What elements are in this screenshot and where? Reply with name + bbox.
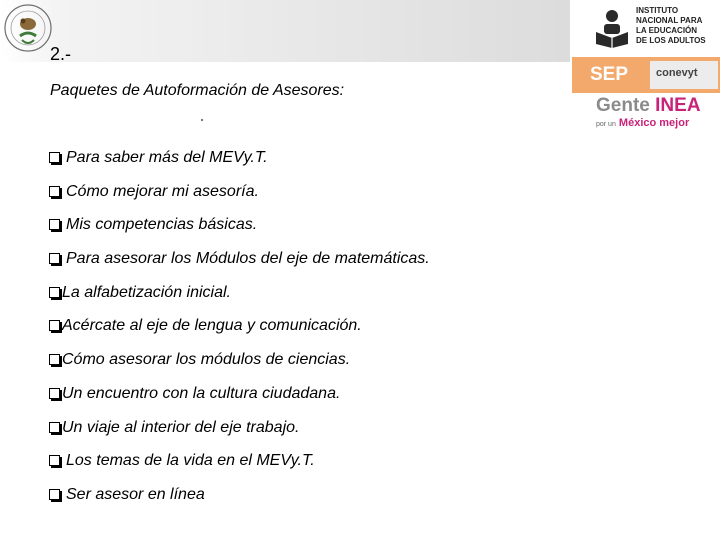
list-item-text: Mis competencias básicas.	[66, 216, 258, 234]
list-item	[49, 148, 430, 182]
list-item	[49, 485, 430, 519]
gente-inea-slogan	[596, 117, 689, 129]
list-item-text: La alfabetización inicial.	[62, 283, 231, 301]
list-item-text: Cómo mejorar mi asesoría.	[66, 182, 259, 200]
inea-line: LA EDUCACIÓN	[636, 26, 698, 35]
list-item-text: Para asesorar los Módulos del eje de matemáticas.	[66, 250, 430, 268]
inea-word: INEA	[655, 95, 701, 116]
sep-label: SEP	[590, 64, 629, 85]
inea-text	[636, 6, 706, 46]
list-item	[49, 350, 430, 384]
list-item-text: Los temas de la vida en el MEVy.T.	[66, 452, 315, 470]
checkbox-bullet-icon	[49, 152, 60, 163]
checkbox-bullet-icon	[49, 287, 60, 298]
conevyt-logo	[650, 61, 718, 89]
list-item	[49, 451, 430, 485]
list-item	[49, 316, 430, 350]
slogan-mexico-mejor: México mejor	[618, 117, 690, 129]
list-item-text: Acércate al eje de lengua y comunicación.	[62, 317, 362, 335]
gente-word: Gente	[596, 95, 650, 116]
checkbox-bullet-icon	[49, 388, 60, 399]
list-item-text: Un viaje al interior del eje trabajo.	[62, 418, 300, 436]
checkbox-bullet-icon	[49, 320, 60, 331]
gente-inea-logo	[572, 93, 720, 138]
checkbox-bullet-icon	[49, 186, 60, 197]
header-bar	[0, 0, 570, 62]
conevyt-label: conevyt	[656, 67, 698, 79]
sep-logo-bar	[572, 57, 720, 93]
slogan-por-un: por un	[596, 121, 616, 128]
inea-reader-icon	[590, 8, 634, 50]
list-item	[49, 283, 430, 317]
list-item	[49, 249, 430, 283]
checkbox-bullet-icon	[49, 422, 60, 433]
slide-number: 2.-	[50, 44, 72, 64]
list-item	[49, 182, 430, 216]
inea-line: NACIONAL PARA	[636, 16, 703, 25]
list-item	[49, 418, 430, 452]
gente-inea-title	[596, 95, 701, 117]
checkbox-bullet-icon	[49, 219, 60, 230]
list-item-text: Para saber más del MEVy.T.	[66, 149, 268, 166]
list-item	[49, 215, 430, 249]
checkbox-bullet-icon	[49, 253, 60, 264]
list-item	[49, 384, 430, 418]
page-subtitle: Paquetes de Autoformación de Asesores:	[50, 82, 345, 99]
list-item-text: Ser asesor en línea	[66, 485, 205, 503]
checkbox-bullet-icon	[49, 354, 60, 365]
list-item-text: Cómo asesorar los módulos de ciencias.	[62, 351, 351, 369]
list-item-text: Un encuentro con la cultura ciudadana.	[62, 384, 341, 402]
checkbox-bullet-icon	[49, 455, 60, 466]
inea-line: INSTITUTO	[636, 6, 679, 15]
inea-logo	[572, 0, 720, 57]
decorative-dot	[201, 119, 203, 121]
checkbox-bullet-icon	[49, 489, 60, 500]
mexican-coat-of-arms-icon	[2, 2, 54, 54]
inea-line: DE LOS ADULTOS	[636, 36, 706, 45]
bullet-list	[49, 148, 430, 519]
